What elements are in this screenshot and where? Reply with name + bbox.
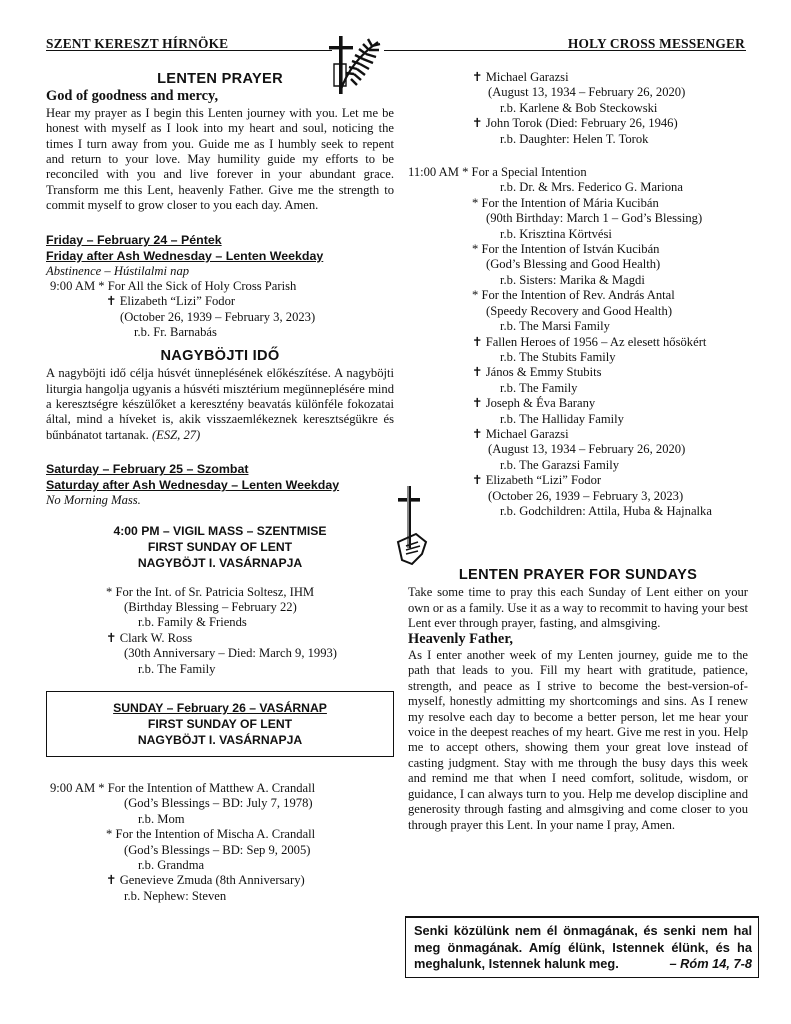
mass-line: 9:00 AM * For All the Sick of Holy Cross Parish: [50, 279, 297, 294]
lenten-sundays-intro: Take some time to pray this each Sunday of Lent either on your own or as a family. Use it as a way to recommit to having your best Lent ever through prayer, fasting, and almsgiving.: [408, 585, 748, 631]
mass-line: ✝ John Torok (Died: February 26, 1946): [472, 116, 678, 131]
mass-line: r.b. The Marsi Family: [500, 319, 610, 334]
mass-line: r.b. Karlene & Bob Steckowski: [500, 100, 658, 115]
mass-line: r.b. Fr. Barnabás: [134, 325, 217, 340]
mass-line: * For the Int. of Sr. Patricia Soltesz, IHM: [106, 584, 315, 599]
friday-note: Abstinence – Hústilalmi nap: [46, 263, 190, 278]
nagyboejti-text: A nagyböjti idő célja húsvét ünneplésének előkészítése. A nagyböjti liturgia hangolja ugyanis a húsvéti misztérium megünneplésére mind a keresztségre készülőket a keresztény beavatás különféle fokozatai által, mind a híveket is, akik visszaemlékeznek keresztségükre és bűnbánatot tartanak.: [46, 366, 394, 442]
scripture-quote-box: [405, 916, 759, 978]
mass-line: (August 13, 1934 – February 26, 2020): [488, 85, 686, 100]
sunday-box-line: FIRST SUNDAY OF LENT: [147, 716, 293, 731]
mass-line: (October 26, 1939 – February 3, 2023): [488, 488, 684, 503]
mass-line: r.b. Sisters: Marika & Magdi: [500, 272, 645, 287]
header-rule-left: [46, 50, 332, 51]
lenten-sundays-body: As I enter another week of my Lenten journey, guide me to the path that leads to you. Fill my heart with gratitude, patience, strength, and peace as I strive to become the best-version-of-myself, honestly admitting my shortcomings and sins. As I renew my resolve each day to become a better person, let me hear your voice in the deepest reaches of my heart. Give me rest in you. Help me to accept others, showing them your great love instead of casting judgment. Stay with me through the busy days this week and remind me that when I need comfort, solitude, wisdom, or guidance, I can always turn to you. Help me develop discipline and generosity through fasting and almsgiving and come closer to you through prayer this Lent. In your name I pray, Amen.: [408, 648, 748, 832]
mass-line: ✝ Genevieve Zmuda (8th Anniversary): [106, 873, 305, 888]
mass-line: ✝ Michael Garazsi: [472, 426, 569, 441]
header-left-title: SZENT KERESZT HÍRNÖKE: [46, 36, 229, 51]
lenten-prayer-title: LENTEN PRAYER: [157, 71, 283, 87]
mass-line: r.b. Krisztina Körtvési: [500, 226, 612, 241]
mass-line: * For the Intention of Rev. András Antal: [472, 288, 675, 303]
mass-line: 9:00 AM * For the Intention of Matthew A. Crandall: [50, 780, 316, 795]
mass-line: * For the Intention of Mischa A. Crandall: [106, 827, 316, 842]
quote-reference: – Róm 14, 7-8: [669, 956, 752, 972]
mass-line: ✝ Elizabeth “Lizi” Fodor: [472, 473, 602, 488]
mass-line: ✝ Michael Garazsi: [472, 70, 569, 84]
mass-line: r.b. The Family: [500, 380, 578, 395]
mass-line: 11:00 AM * For a Special Intention: [408, 165, 587, 180]
lenten-prayer-body: Hear my prayer as I begin this Lenten journey with you. Let me be honest with myself as I look into my heart and soul, noticing the times I turn away from you. Guide me as I humbly seek to repent and return to your love. May humility guide my efforts to be reconciled with you and live forever in your abundant grace. Transform me this Lent, heavenly Father. Give me the strength to commit myself to grow closer to you each day. Amen.: [46, 105, 394, 213]
lenten-prayer-subtitle: God of goodness and mercy,: [46, 88, 219, 105]
mass-line: ✝ Clark W. Ross: [106, 630, 193, 645]
mass-line: r.b. Family & Friends: [138, 615, 247, 630]
mass-line: * For the Intention of Mária Kucibán: [472, 195, 659, 210]
mass-line: (God’s Blessings – BD: Sep 9, 2005): [124, 842, 311, 857]
mass-line: r.b. Grandma: [138, 858, 205, 872]
hand-cross-icon: [392, 484, 432, 570]
mass-line: (Speedy Recovery and Good Health): [486, 303, 673, 318]
mass-line: r.b. Dr. & Mrs. Federico G. Mariona: [500, 180, 683, 195]
mass-line: r.b. Mom: [138, 811, 185, 826]
vigil-heading: NAGYBÖJT I. VASÁRNAPJA: [137, 555, 303, 570]
nagyboejti-ref: (ESZ, 27): [151, 427, 201, 442]
vigil-heading: FIRST SUNDAY OF LENT: [147, 539, 293, 554]
nagyboejti-title: NAGYBÖJTI IDŐ: [160, 347, 280, 364]
mass-line: (30th Anniversary – Died: March 9, 1993): [124, 646, 337, 661]
mass-line: r.b. Daughter: Helen T. Torok: [500, 131, 649, 146]
saturday-note: No Morning Mass.: [46, 493, 141, 508]
mass-line: (October 26, 1939 – February 3, 2023): [120, 309, 316, 324]
lenten-sundays-title: LENTEN PRAYER FOR SUNDAYS: [458, 567, 698, 583]
vigil-heading: 4:00 PM – VIGIL MASS – SZENTMISE: [113, 523, 327, 538]
sunday-box: [46, 691, 394, 757]
sunday-box-line: SUNDAY – February 26 – VASÁRNAP: [113, 700, 327, 715]
nagyboejti-body: [46, 366, 394, 443]
left-column: [46, 70, 394, 904]
mass-line: ✝ János & Emmy Stubits: [472, 365, 602, 380]
mass-line: r.b. Godchildren: Attila, Huba & Hajnalka: [500, 503, 712, 518]
mass-line: r.b. The Garazsi Family: [500, 457, 620, 472]
mass-line: r.b. Nephew: Steven: [124, 888, 227, 903]
saturday-heading: Saturday – February 25 – Szombat: [46, 462, 249, 477]
lenten-sundays-subtitle: Heavenly Father,: [408, 630, 513, 647]
friday-heading: Friday – February 24 – Péntek: [46, 232, 222, 247]
mass-line: r.b. The Stubits Family: [500, 349, 616, 364]
mass-line: (August 13, 1934 – February 26, 2020): [488, 442, 686, 457]
mass-line: ✝ Elizabeth “Lizi” Fodor: [106, 294, 236, 309]
mass-line: * For the Intention of István Kucibán: [472, 242, 660, 257]
lenten-sundays-section: [408, 566, 748, 833]
mass-line: ✝ Fallen Heroes of 1956 – Az elesett hősökért: [472, 334, 707, 349]
header-right-title: HOLY CROSS MESSENGER: [567, 36, 745, 51]
saturday-subheading: Saturday after Ash Wednesday – Lenten Weekday: [46, 478, 340, 493]
mass-line: (God’s Blessing and Good Health): [486, 257, 661, 272]
mass-line: (God’s Blessings – BD: July 7, 1978): [124, 796, 313, 811]
mass-line: r.b. The Halliday Family: [500, 411, 624, 426]
friday-subheading: Friday after Ash Wednesday – Lenten Weekday: [46, 248, 324, 263]
mass-line: r.b. The Family: [138, 661, 216, 676]
mass-line: (Birthday Blessing – February 22): [124, 599, 297, 614]
mass-line: ✝ Joseph & Éva Barany: [472, 396, 596, 411]
quote-text: Senki közülünk nem él önmagának, és senki nem hal meg önmagának. Amíg élünk, Istennek élünk, és ha meghalunk, Istennek halunk meg.: [414, 923, 752, 972]
right-column: [408, 70, 746, 519]
mass-line: (90th Birthday: March 1 – God’s Blessing): [486, 211, 703, 226]
sunday-box-line: NAGYBÖJT I. VASÁRNAPJA: [137, 732, 303, 747]
